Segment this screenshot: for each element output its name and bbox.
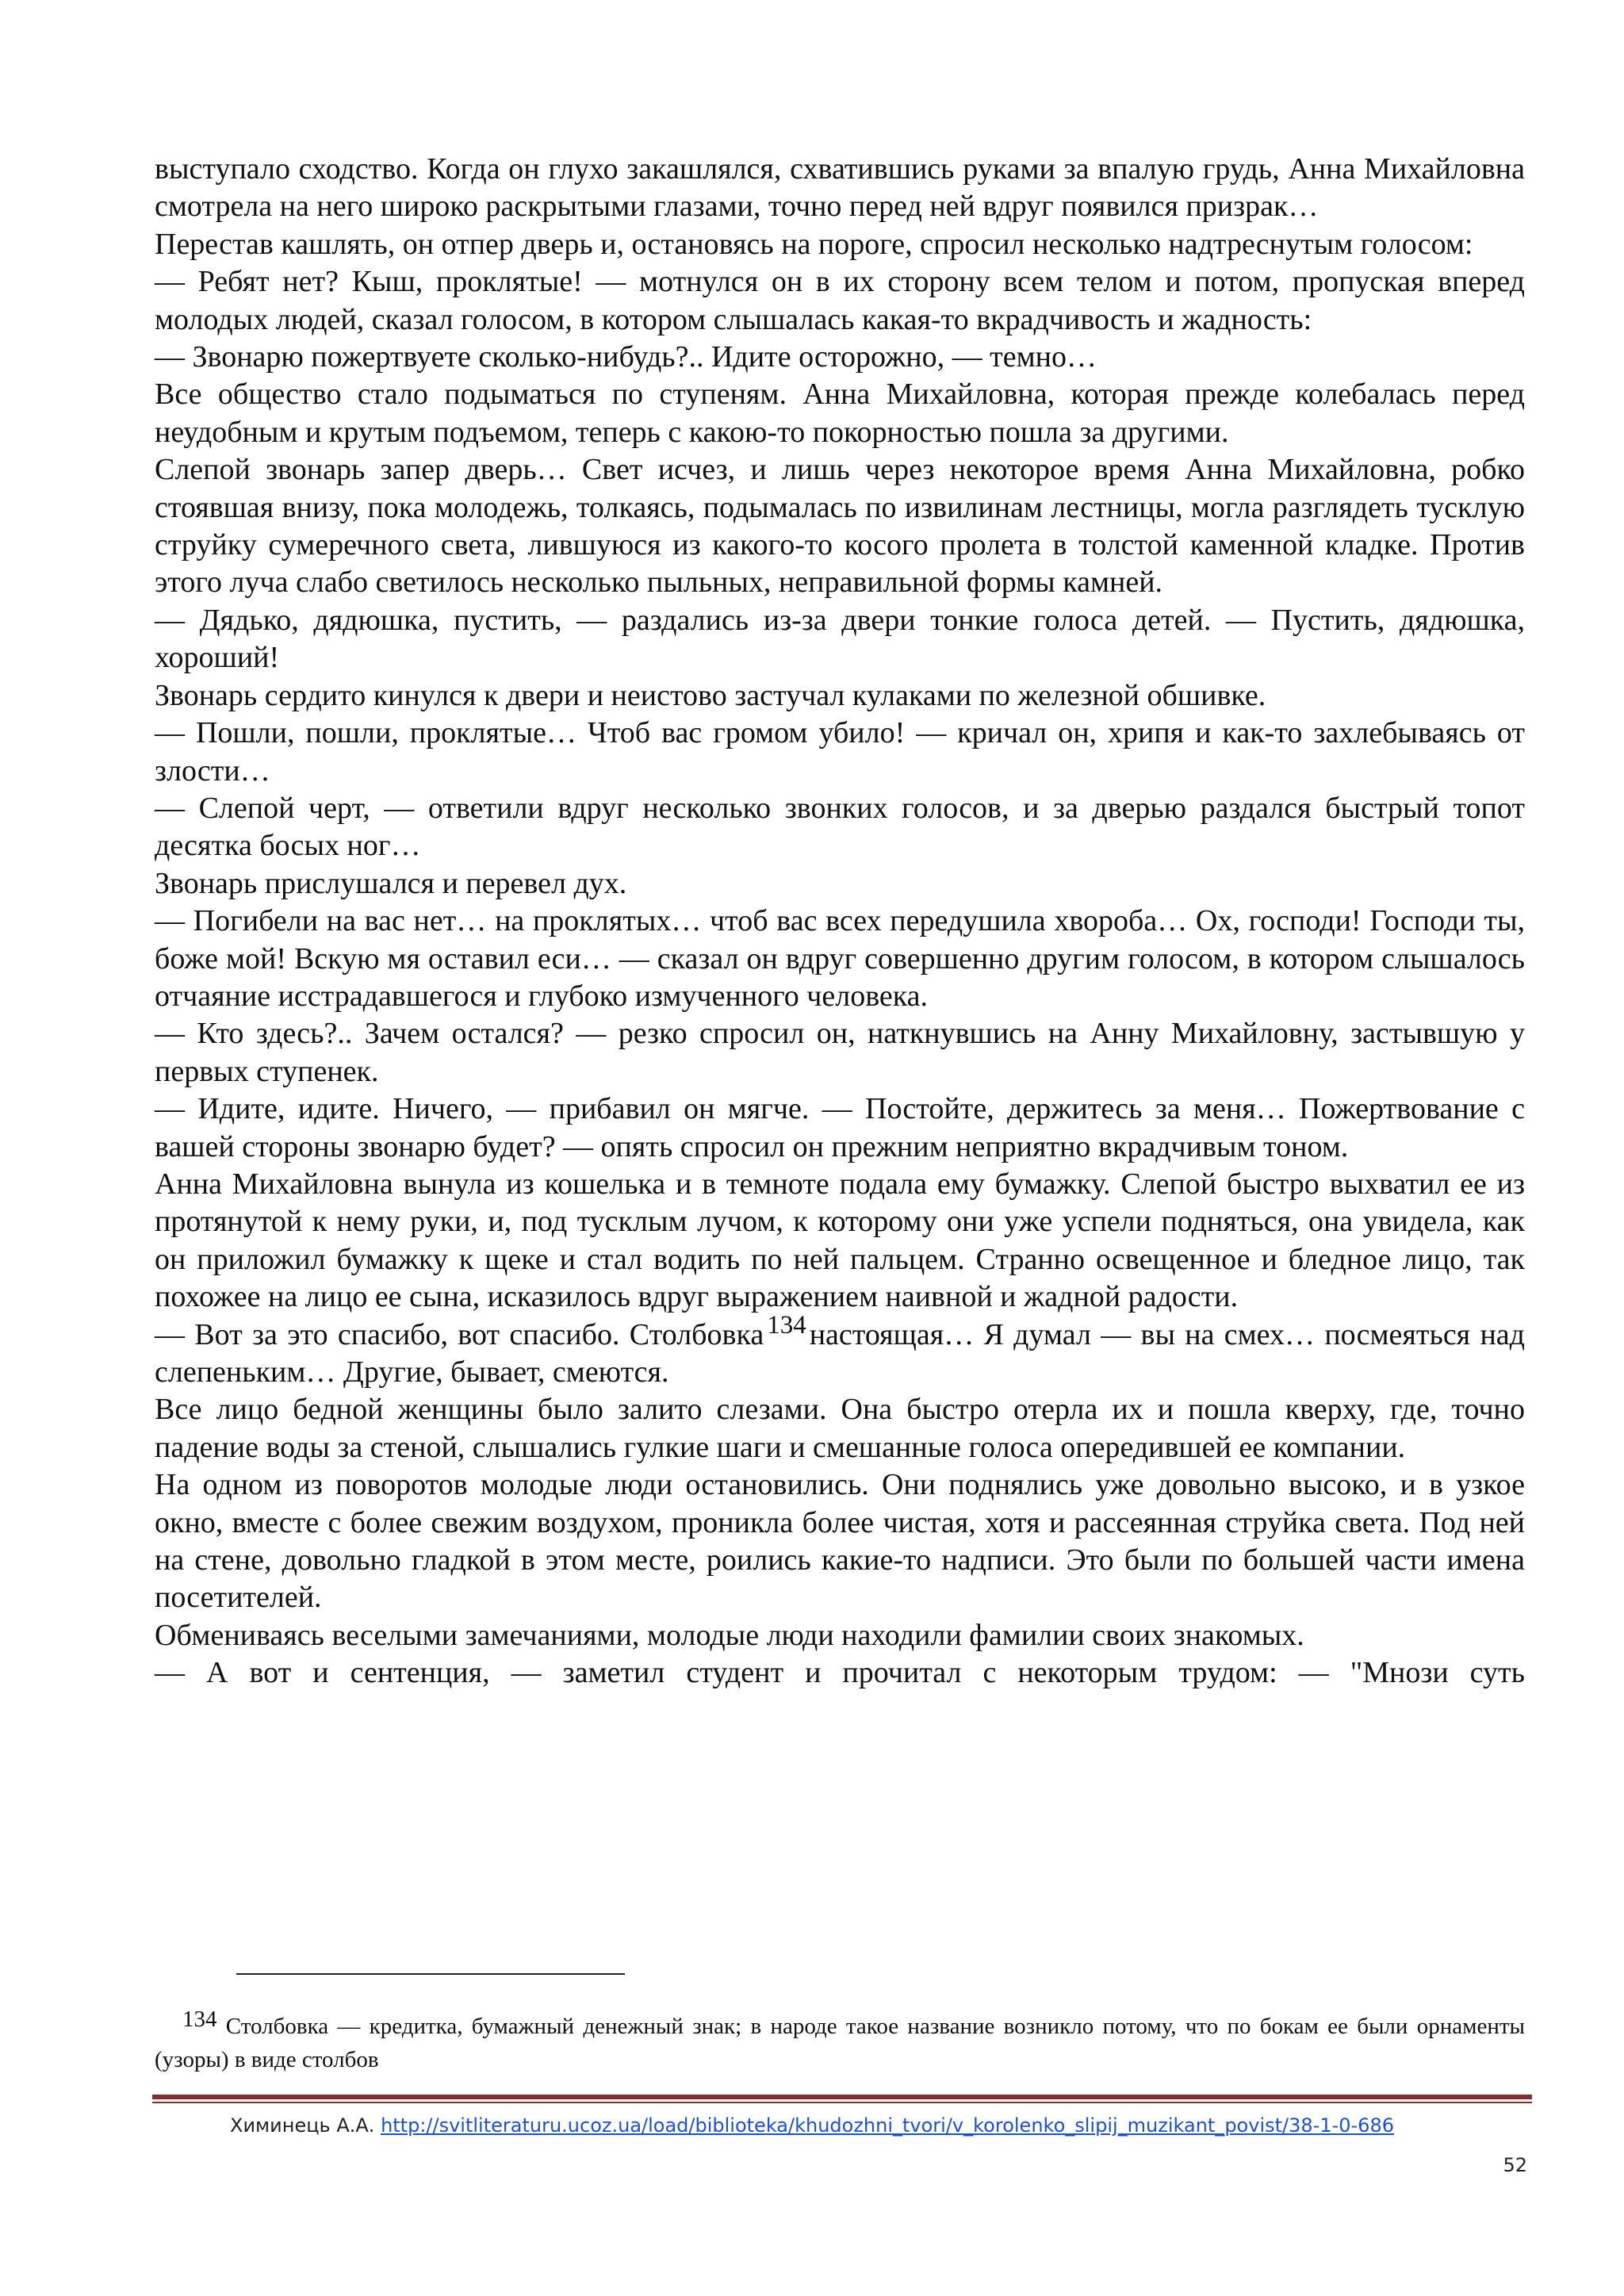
footer [0,2114,1624,2137]
paragraph: — Идите, идите. Ничего, — прибавил он мягче. — Постойте, держитесь за меня… Пожертвование с вашей стороны звонарю будет? — опять спросил он прежним неприятно вкрадчивым тоном. [155,1092,1525,1163]
footnote-reference[interactable]: 134 [767,1310,806,1340]
paragraph: Все лицо бедной женщины было залито слезами. Она быстро отерла их и пошла кверху, где, точно падение воды за стеной, слышались гулкие шаги и смешанные голоса опередившей ее компании. [155,1393,1525,1464]
paragraph: — Пошли, пошли, проклятые… Чтоб вас громом убило! — кричал он, хрипя и как-то захлебываясь от злости… [155,716,1525,788]
paragraph-text: — Вот за это спасибо, вот спасибо. Столбовка [155,1317,764,1351]
footnote [155,2003,1525,2076]
paragraph: — Звонарю пожертвуете сколько-нибудь?.. Идите осторожно, — темно… [155,340,1097,374]
footnote-text: Столбовка — кредитка, бумажный денежный знак; в народе такое название возникло потому, что по бокам ее были орнаменты (узоры) в виде столбов [155,2014,1525,2072]
footer-divider [152,2095,1532,2099]
paragraph: Все общество стало подыматься по ступеням. Анна Михайловна, которая прежде колебалась перед неудобным и крутым подъемом, теперь с какою-то покорностью пошла за другими. [155,378,1525,449]
paragraph: Звонарь прислушался и перевел дух. [155,866,627,900]
paragraph: Анна Михайловна вынула из кошелька и в темноте подала ему бумажку. Слепой быстро выхватил ее из протянутой к нему руки, и, под тусклым лучом, к которому они уже успели подняться, она увидела, как он приложил бумажку к щеке и стал водить по ней пальцем. Странно освещенное и бледное лицо, так похожее на лицо ее сына, исказилось вдруг выражением наивной и жадной радости. [155,1167,1525,1314]
footer-divider-thin [152,2102,1532,2103]
body-text [155,151,1525,1692]
paragraph: — Кто здесь?.. Зачем остался? — резко спросил он, наткнувшись на Анну Михайловну, застывшую у первых ступенек. [155,1017,1525,1088]
paragraph-text: настоящая… Я думал — вы на смех… посмеяться над слепеньким… Другие, бывает, смеются. [155,1317,1525,1389]
footnote-separator [236,1973,625,1975]
footnote-number: 134 [182,2007,217,2032]
paragraph-continued: — А вот и сентенция, — заметил студент и прочитал с некоторым трудом: — "Мнози суть [155,1656,1525,1690]
paragraph: — Погибели на вас нет… на проклятых… чтоб вас всех передушила хвороба… Ох, господи! Господи ты, боже мой! Вскую мя оставил еси… — сказал он вдруг совершенно другим голосом, в котором слышалось отчаяние исстрадавшегося и глубоко измученного человека. [155,904,1525,1013]
paragraph: На одном из поворотов молодые люди остановились. Они поднялись уже довольно высоко, и в узкое окно, вместе с более свежим воздухом, проникла более чистая, хотя и рассеянная струйка света. Под ней на стене, довольно гладкой в этом месте, роились какие-то надписи. Это были по большей части имена посетителей. [155,1468,1525,1615]
paragraph: — Ребят нет? Кыш, проклятые! — мотнулся он в их сторону всем телом и потом, пропуская вперед молодых людей, сказал голосом, в котором слышалась какая-то вкрадчивость и жадность: [155,265,1525,336]
paragraph: Обмениваясь веселыми замечаниями, молодые люди находили фамилии своих знакомых. [155,1618,1304,1652]
footer-author: Химинець А.А. [230,2114,375,2137]
paragraph: Перестав кашлять, он отпер дверь и, остановясь на пороге, спросил несколько надтреснутым голосом: [155,227,1473,261]
paragraph: Звонарь сердито кинулся к двери и неистово застучал кулаками по железной обшивке. [155,678,1266,712]
paragraph: выступало сходство. Когда он глухо закашлялся, схватившись руками за впалую грудь, Анна Михайловна смотрела на него широко раскрытыми глазами, точно перед ней вдруг появился призрак… [155,152,1525,224]
page-number: 52 [1503,2154,1527,2176]
paragraph: Слепой звонарь запер дверь… Свет исчез, и лишь через некоторое время Анна Михайловна, робко стоявшая внизу, пока молодежь, толкаясь, подымалась по извилинам лестницы, могла разглядеть тусклую струйку сумеречного света, лившуюся из какого-то косого пролета в толстой каменной кладке. Против этого луча слабо светилось несколько пыльных, неправильной формы камней. [155,453,1525,600]
paragraph: — Дядько, дядюшка, пустить, — раздались из-за двери тонкие голоса детей. — Пустить, дядюшка, хороший! [155,603,1525,675]
paragraph: — Слепой черт, — ответили вдруг несколько звонких голосов, и за дверью раздался быстрый топот десятка босых ног… [155,791,1525,863]
paragraph-with-footnote [155,1310,1525,1392]
footer-source-link[interactable]: http://svitliteraturu.ucoz.ua/load/biblioteka/khudozhni_tvori/v_korolenko_slipij_muzikant_povist/38-1-0-686 [381,2114,1394,2137]
